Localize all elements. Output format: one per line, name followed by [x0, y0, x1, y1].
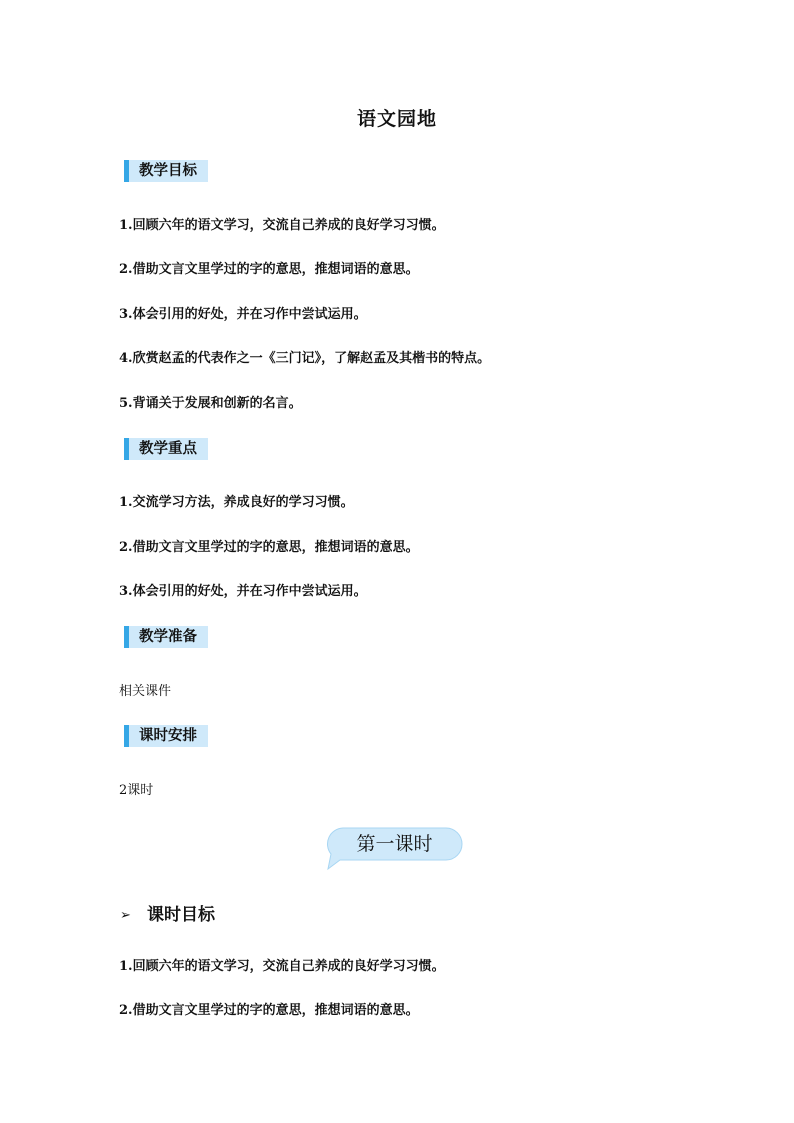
section-heading-label: 课时安排: [129, 725, 208, 747]
lesson-subheading: [120, 900, 215, 925]
section-heading-label: 教学准备: [129, 626, 208, 648]
schedule-text: 2课时: [119, 783, 154, 798]
goal-item: 2.借助文言文里学过的字的意思，推想词语的意思。: [119, 262, 419, 277]
lesson-banner-label: 第一课时: [356, 833, 433, 855]
page-title: 语文园地: [356, 108, 437, 130]
arrow-right-icon: ➢: [120, 908, 131, 923]
prep-text: 相关课件: [119, 684, 172, 699]
key-point-item: 2.借助文言文里学过的字的意思，推想词语的意思。: [119, 540, 419, 555]
lesson-subheading-label: 课时目标: [147, 905, 215, 925]
key-point-item: 3.体会引用的好处，并在习作中尝试运用。: [119, 584, 367, 599]
section-heading-label: 教学目标: [129, 160, 208, 182]
lesson-goal-item: 2.借助文言文里学过的字的意思，推想词语的意思。: [119, 1003, 419, 1018]
goal-item: 5.背诵关于发展和创新的名言。: [119, 396, 302, 411]
goal-item: 3.体会引用的好处，并在习作中尝试运用。: [119, 307, 367, 322]
key-point-item: 1.交流学习方法，养成良好的学习习惯。: [119, 495, 354, 510]
goal-item: 1.回顾六年的语文学习，交流自己养成的良好学习习惯。: [119, 218, 445, 233]
section-heading-label: 教学重点: [129, 438, 208, 460]
goal-item: 4.欣赏赵孟的代表作之一《三门记》，了解赵孟及其楷书的特点。: [119, 351, 491, 366]
lesson-banner: [326, 827, 463, 861]
lesson-goal-item: 1.回顾六年的语文学习，交流自己养成的良好学习习惯。: [119, 959, 445, 974]
